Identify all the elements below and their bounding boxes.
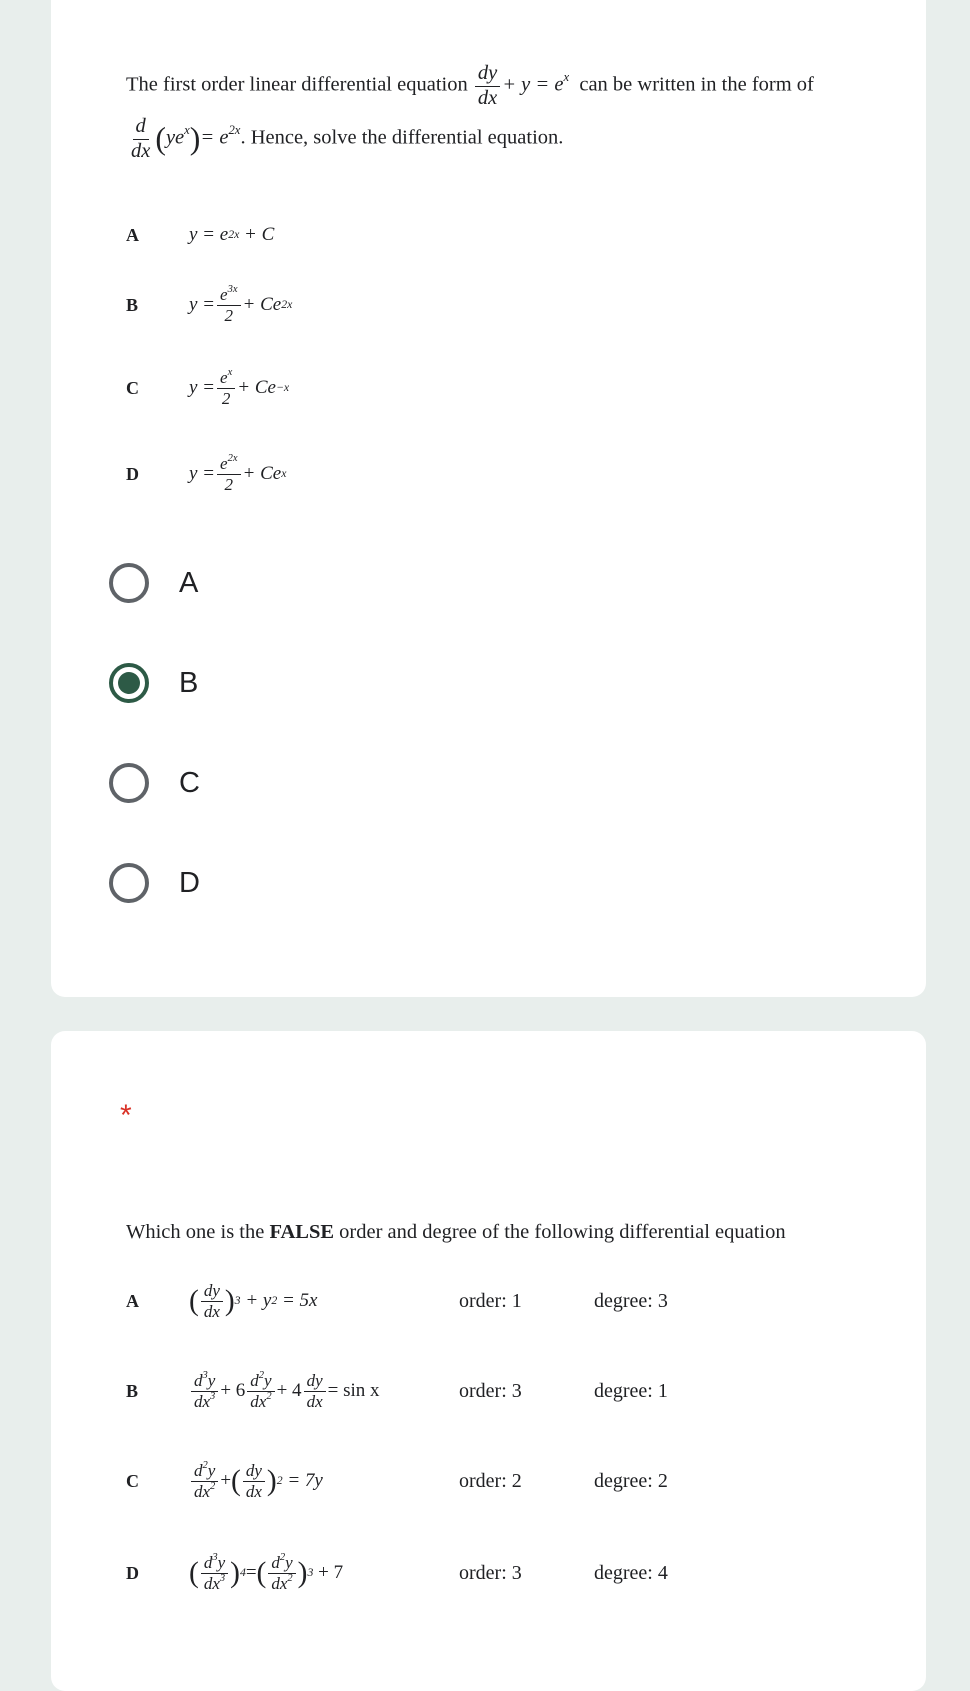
question-card-2 xyxy=(51,1031,926,1691)
option-c-expression: y = $\frac{e^x}{2}$ + Ce −x xyxy=(189,366,290,408)
option-c-row: C y = $\frac{e^x}{2}$ + Ce −x xyxy=(126,366,290,408)
radio-button-icon[interactable] xyxy=(109,563,149,603)
radio-button-icon[interactable] xyxy=(109,863,149,903)
q2-option-c-row: C $\frac{d^2y}{dx^2}$ + ( $\frac{dy}{dx}$ ) 2 = 7y order: 2 degree: 2 xyxy=(126,1459,668,1501)
dy-dx-fraction: $\frac{dy}{dx}$ xyxy=(475,63,500,109)
question-1-line-1: The first order linear differential equation $\frac{dy}{dx}$ + $y = e^x$ can be written in the form of xyxy=(126,62,814,109)
q2-option-a-row: A ( $\frac{dy}{dx}$ ) 3 + y 2 = 5x order: 1 degree: 3 xyxy=(126,1280,668,1321)
question-2-text: Which one is the FALSE order and degree of the following differential equation xyxy=(126,1221,786,1243)
q2-option-b-row: B $\frac{d^3y}{dx^3}$ + 6 $\frac{d^2y}{dx^2}$ + 4 $\frac{dy}{dx}$ = sin x order: 3 degree: 1 xyxy=(126,1369,668,1411)
option-d-row: D y = $\frac{e^{2x}}{2}$ + Ce x xyxy=(126,452,287,494)
choice-a[interactable]: A xyxy=(109,553,198,613)
q2-option-b-expression: $\frac{d^3y}{dx^3}$ + 6 $\frac{d^2y}{dx^2}$ + 4 $\frac{dy}{dx}$ = sin x xyxy=(189,1372,459,1411)
question-card-1 xyxy=(51,0,926,997)
choice-b[interactable]: B xyxy=(109,653,198,713)
option-b-expression: y = $\frac{e^{3x}}{2}$ + Ce 2x xyxy=(189,283,293,325)
required-asterisk: * xyxy=(120,1099,132,1132)
q2-option-a-expression: ( $\frac{dy}{dx}$ ) 3 + y 2 = 5x xyxy=(189,1280,318,1321)
choice-c[interactable]: C xyxy=(109,753,200,813)
option-a-row: A y = e 2x + C xyxy=(126,224,275,245)
question-1-line-2: $\frac{d}{dx}$ $(ye^x)= e^{2x}$. Hence, solve the differential equation. xyxy=(126,116,563,162)
q2-option-d-expression: ( $\frac{d^3y}{dx^3}$ ) 4 = ( $\frac{d^2y}{dx^2}$ ) 3 + 7 xyxy=(189,1551,344,1593)
radio-button-icon[interactable] xyxy=(109,763,149,803)
radio-button-checked-icon[interactable] xyxy=(109,663,149,703)
option-d-expression: y = $\frac{e^{2x}}{2}$ + Ce x xyxy=(189,452,287,494)
option-b-row: B y = $\frac{e^{3x}}{2}$ + Ce 2x xyxy=(126,283,293,325)
choice-d[interactable]: D xyxy=(109,853,200,913)
option-a-expression: y = e 2x + C xyxy=(189,224,275,245)
q2-option-d-row: D ( $\frac{d^3y}{dx^3}$ ) 4 = ( $\frac{d^2y}{dx^2}$ ) 3 + 7 order: 3 degree: 4 xyxy=(126,1551,668,1593)
d-dx-fraction: $\frac{d}{dx}$ xyxy=(131,115,151,162)
q2-option-c-expression: $\frac{d^2y}{dx^2}$ + ( $\frac{dy}{dx}$ ) 2 = 7y xyxy=(189,1462,459,1501)
